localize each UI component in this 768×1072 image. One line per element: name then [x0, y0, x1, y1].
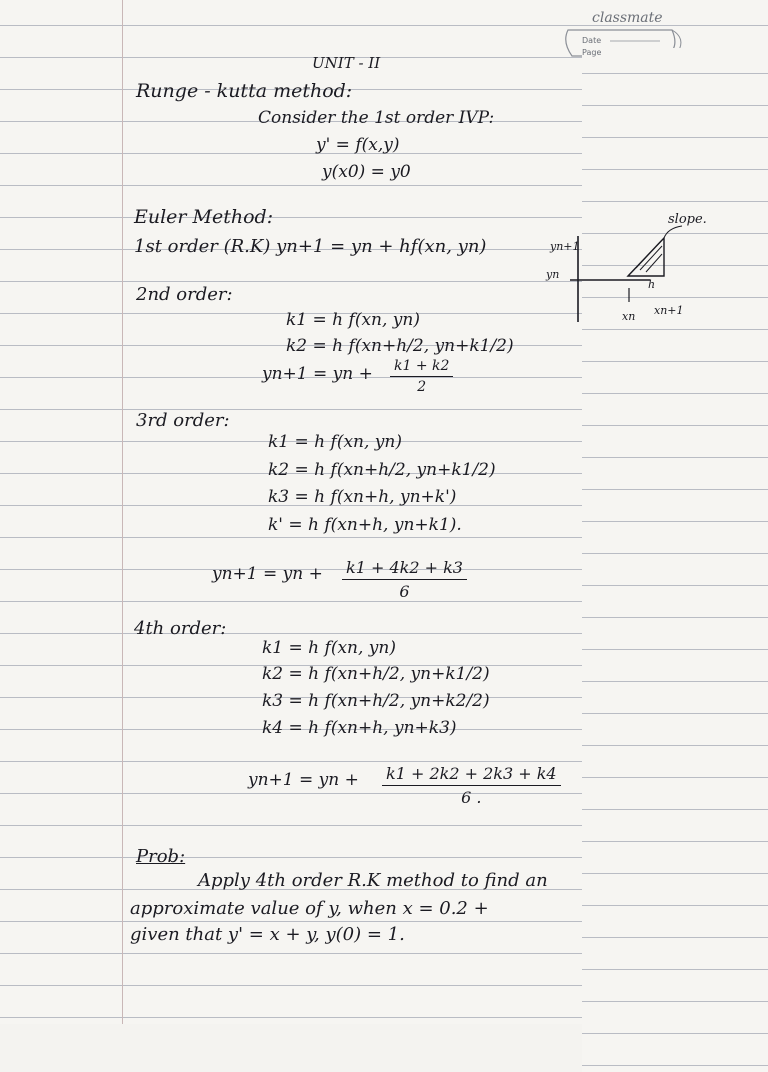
diagram-yn-label: yn [546, 268, 560, 281]
logo-brand: classmate [592, 10, 663, 26]
fourth-order-heading: 4th order: [134, 618, 227, 639]
euler-heading: Euler Method: [134, 206, 274, 228]
initial-condition: y(x0) = y0 [322, 162, 411, 182]
second-order-fraction [390, 358, 453, 395]
second-order-k2: k2 = h f(xn+h/2, yn+k1/2) [286, 336, 514, 356]
ode-equation: y' = f(x,y) [316, 135, 400, 155]
slope-diagram-icon [540, 218, 740, 328]
third-order-numerator: k1 + 4k2 + k3 [342, 558, 467, 580]
intro-line: Consider the 1st order IVP: [258, 108, 495, 128]
margin-line [122, 0, 123, 1024]
fourth-order-k4: k4 = h f(xn+h, yn+k3) [262, 718, 457, 738]
third-order-fraction [342, 558, 467, 601]
problem-line-1: Apply 4th order R.K method to find an [198, 870, 548, 891]
fourth-order-fraction [382, 764, 561, 807]
problem-heading: Prob: [136, 846, 186, 867]
third-order-k2: k2 = h f(xn+h/2, yn+k1/2) [268, 460, 496, 480]
second-order-numerator: k1 + k2 [390, 358, 453, 377]
third-order-kprime: k' = h f(xn+h, yn+k1). [268, 515, 462, 535]
logo-date-label: Date [582, 36, 602, 45]
fourth-order-k2: k2 = h f(xn+h/2, yn+k1/2) [262, 664, 490, 684]
fourth-order-k3: k3 = h f(xn+h/2, yn+k2/2) [262, 691, 490, 711]
diagram-xn1-label: xn+1 [654, 304, 684, 317]
fourth-order-denominator: 6 . [461, 788, 482, 807]
diagram-slope-label: slope. [668, 212, 707, 227]
diagram-h-label: h [648, 278, 656, 291]
section-heading: Runge - kutta method: [136, 80, 353, 102]
logo-page-label: Page [582, 48, 768, 1072]
problem-line-3: given that y' = x + y, y(0) = 1. [130, 924, 405, 945]
second-order-k1: k1 = h f(xn, yn) [286, 310, 420, 330]
euler-slope-diagram [540, 212, 740, 328]
third-order-result: yn+1 = yn + [212, 564, 323, 584]
problem-line-2: approximate value of y, when x = 0.2 + [130, 898, 489, 919]
unit-title: UNIT - II [312, 54, 381, 72]
fourth-order-numerator: k1 + 2k2 + 2k3 + k4 [382, 764, 561, 786]
diagram-yn1-label: yn+1 [550, 240, 580, 253]
diagram-xn-label: xn [622, 310, 636, 323]
third-order-denominator: 6 [399, 582, 410, 601]
fourth-order-result: yn+1 = yn + [248, 770, 359, 790]
third-order-heading: 3rd order: [136, 410, 230, 431]
second-order-result: yn+1 = yn + [262, 364, 373, 384]
euler-first-order: 1st order (R.K) yn+1 = yn + hf(xn, yn) [134, 236, 487, 257]
fourth-order-k1: k1 = h f(xn, yn) [262, 638, 396, 658]
third-order-k3: k3 = h f(xn+h, yn+k') [268, 487, 457, 507]
second-order-denominator: 2 [417, 379, 427, 395]
second-order-heading: 2nd order: [136, 284, 233, 305]
classmate-logo [548, 8, 688, 68]
third-order-k1: k1 = h f(xn, yn) [268, 432, 402, 452]
